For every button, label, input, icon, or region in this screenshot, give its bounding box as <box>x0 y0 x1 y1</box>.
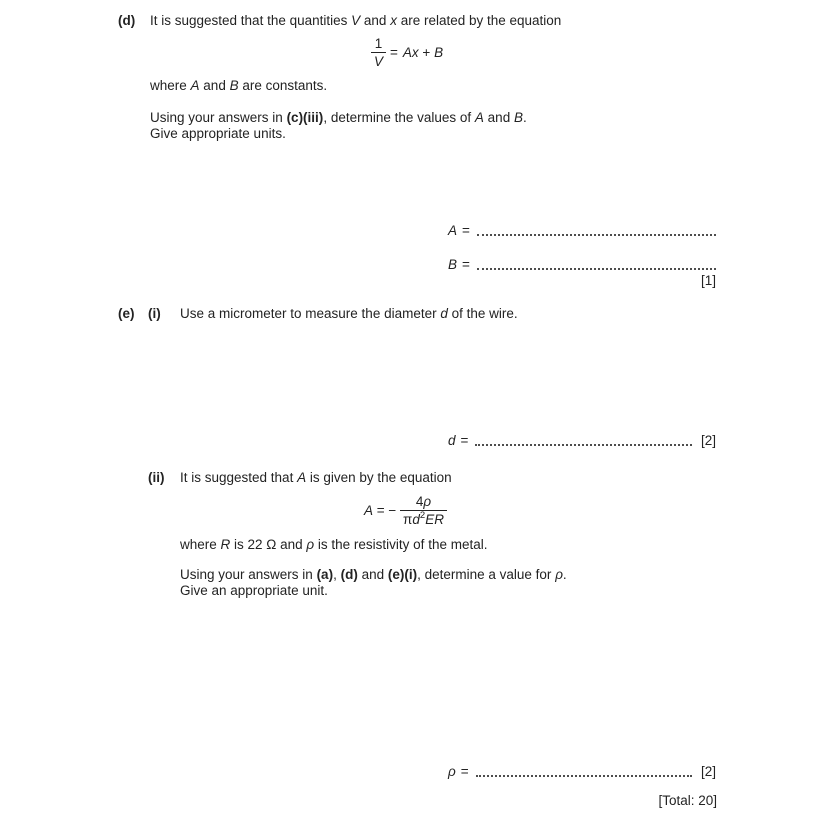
answer-line-d: d = [2] <box>448 433 716 448</box>
dotted-answer-line <box>477 268 716 270</box>
part-e-ii-where: where R is 22 Ω and ρ is the resistivity of the metal. <box>180 537 488 552</box>
fraction-4rho-over-pid2er: $\frac{4\rho}{\pi d^2ER}$ <box>400 494 447 527</box>
part-e-i-label: (i) <box>148 306 161 321</box>
part-d-intro: It is suggested that the quantities V and x are related by the equation <box>150 13 562 28</box>
dotted-answer-line <box>477 234 716 236</box>
part-d-label: (d) <box>118 13 136 28</box>
total-marks: [Total: 20] <box>658 793 717 808</box>
answer-line-a: A = <box>448 222 716 239</box>
answer-line-rho: ρ = [2] <box>448 764 716 779</box>
part-e-ii-intro: It is suggested that A is given by the equation <box>180 470 452 485</box>
part-e-label: (e) <box>118 306 135 321</box>
mark-part-d: [1] <box>700 273 716 288</box>
dotted-answer-line <box>476 775 692 777</box>
part-e-ii-give: Give an appropriate unit. <box>180 583 328 598</box>
fraction-1-over-v: $\frac{1}{V}$ <box>371 36 386 69</box>
part-d-where: where A and B are constants. <box>150 78 328 93</box>
equation-1-over-v: $\frac{1}{V}$ = Ax + B <box>371 36 443 69</box>
part-e-ii-label: (ii) <box>148 470 165 485</box>
part-e-i-text: Use a micrometer to measure the diameter d of the wire. <box>180 306 518 321</box>
answer-line-b: B = <box>448 256 716 273</box>
part-d-give: Give appropriate units. <box>150 126 286 141</box>
mark-e-ii: [2] <box>700 764 716 779</box>
part-e-ii-using: Using your answers in (a), (d) and (e)(i), determine a value for ρ. <box>180 567 567 582</box>
mark-e-i: [2] <box>700 433 716 448</box>
part-d-using: Using your answers in (c)(iii), determine the values of A and B. <box>150 110 527 125</box>
dotted-answer-line <box>475 444 692 446</box>
equation-a-rho: A = − $\frac{4\rho}{\pi d^2ER}$ <box>364 494 447 527</box>
